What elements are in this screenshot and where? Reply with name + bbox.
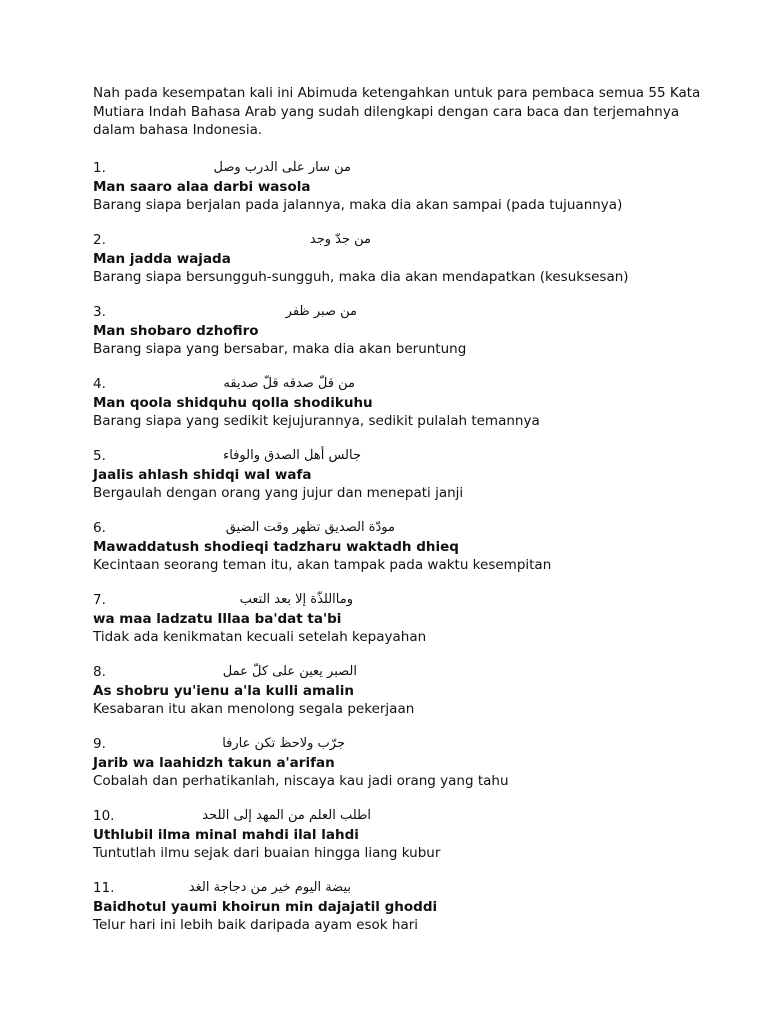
quote-transliteration: Man saaro alaa darbi wasola <box>93 178 311 195</box>
quote-transliteration: Man qoola shidquhu qolla shodikuhu <box>93 394 373 411</box>
quote-heading <box>93 734 723 754</box>
quote-heading <box>93 518 723 538</box>
quote-number: 4. <box>93 375 106 392</box>
quote-heading <box>93 590 723 610</box>
quote-number: 7. <box>93 591 106 608</box>
quote-arabic: من قلّ صدقه قلّ صديقه <box>223 375 355 391</box>
quote-arabic: اطلب العلم من المهد إلى اللحد <box>202 807 371 823</box>
quote-heading <box>93 374 723 394</box>
quote-arabic: جرّب ولاحظ تكن عارفا <box>222 735 345 751</box>
quote-arabic: الصبر يعين على كلّ عمل <box>222 663 357 679</box>
quote-number: 6. <box>93 519 106 536</box>
quote-item-7 <box>93 590 723 646</box>
quote-arabic: مودّة الصديق تظهر وقت الضيق <box>225 519 395 535</box>
quote-meaning: Tidak ada kenikmatan kecuali setelah kepayahan <box>93 628 427 645</box>
quote-transliteration: Jaalis ahlash shidqi wal wafa <box>93 466 312 483</box>
quote-item-11 <box>93 878 723 934</box>
quote-item-3 <box>93 302 723 358</box>
quote-heading <box>93 446 723 466</box>
quote-meaning: Bergaulah dengan orang yang jujur dan menepati janji <box>93 484 464 501</box>
quote-item-9 <box>93 734 723 790</box>
quote-meaning: Barang siapa bersungguh-sungguh, maka dia akan mendapatkan (kesuksesan) <box>93 268 629 285</box>
quote-number: 8. <box>93 663 106 680</box>
quote-arabic: من سار على الدرب وصل <box>213 159 351 175</box>
quote-meaning: Barang siapa yang sedikit kejujurannya, sedikit pulalah temannya <box>93 412 540 429</box>
quote-item-1 <box>93 158 723 214</box>
quote-transliteration: Baidhotul yaumi khoirun min dajajatil ghoddi <box>93 898 438 915</box>
quote-item-2 <box>93 230 723 286</box>
quote-arabic: جالس أهل الصدق والوفاء <box>223 447 361 463</box>
quote-meaning: Tuntutlah ilmu sejak dari buaian hingga liang kubur <box>93 844 441 861</box>
quote-arabic: من صبر ظفر <box>285 303 357 319</box>
quote-item-4 <box>93 374 723 430</box>
document-page <box>93 84 723 950</box>
quote-meaning: Barang siapa yang bersabar, maka dia akan beruntung <box>93 340 467 357</box>
quote-heading <box>93 302 723 322</box>
quote-arabic: بيضة اليوم خير من دجاجة الغد <box>188 879 351 895</box>
quote-number: 9. <box>93 735 106 752</box>
quote-transliteration: Mawaddatush shodieqi tadzharu waktadh dhieq <box>93 538 459 555</box>
quote-transliteration: Man shobaro dzhofiro <box>93 322 259 339</box>
quote-heading <box>93 878 723 898</box>
quote-heading <box>93 662 723 682</box>
quote-number: 2. <box>93 231 106 248</box>
quote-number: 5. <box>93 447 106 464</box>
quote-number: 10. <box>93 807 115 824</box>
quote-arabic: من جدّ وجد <box>309 231 371 247</box>
quote-number: 11. <box>93 879 115 896</box>
quote-item-8 <box>93 662 723 718</box>
quote-item-6 <box>93 518 723 574</box>
quote-meaning: Telur hari ini lebih baik daripada ayam esok hari <box>93 916 419 933</box>
quote-transliteration: Man jadda wajada <box>93 250 231 267</box>
quote-heading <box>93 158 723 178</box>
quote-item-10 <box>93 806 723 862</box>
quote-meaning: Kesabaran itu akan menolong segala pekerjaan <box>93 700 415 717</box>
quote-meaning: Kecintaan seorang teman itu, akan tampak pada waktu kesempitan <box>93 556 552 573</box>
quote-item-5 <box>93 446 723 502</box>
quote-meaning: Barang siapa berjalan pada jalannya, maka dia akan sampai (pada tujuannya) <box>93 196 623 213</box>
quote-transliteration: Jarib wa laahidzh takun a'arifan <box>93 754 335 771</box>
quote-heading <box>93 230 723 250</box>
quote-transliteration: wa maa ladzatu Illaa ba'dat ta'bi <box>93 610 342 627</box>
quote-transliteration: As shobru yu'ienu a'la kulli amalin <box>93 682 354 699</box>
quote-number: 1. <box>93 159 106 176</box>
quote-meaning: Cobalah dan perhatikanlah, niscaya kau jadi orang yang tahu <box>93 772 509 789</box>
intro-paragraph: Nah pada kesempatan kali ini Abimuda ketengahkan untuk para pembaca semua 55 Kata Mutiara Indah Bahasa Arab yang sudah dilengkapi dengan cara baca dan terjemahnya dalam bahasa Indonesia. <box>93 85 701 138</box>
quote-arabic: ومااللذّة إلا بعد التعب <box>239 591 353 607</box>
quote-number: 3. <box>93 303 106 320</box>
quote-transliteration: Uthlubil ilma minal mahdi ilal lahdi <box>93 826 359 843</box>
quote-heading <box>93 806 723 826</box>
